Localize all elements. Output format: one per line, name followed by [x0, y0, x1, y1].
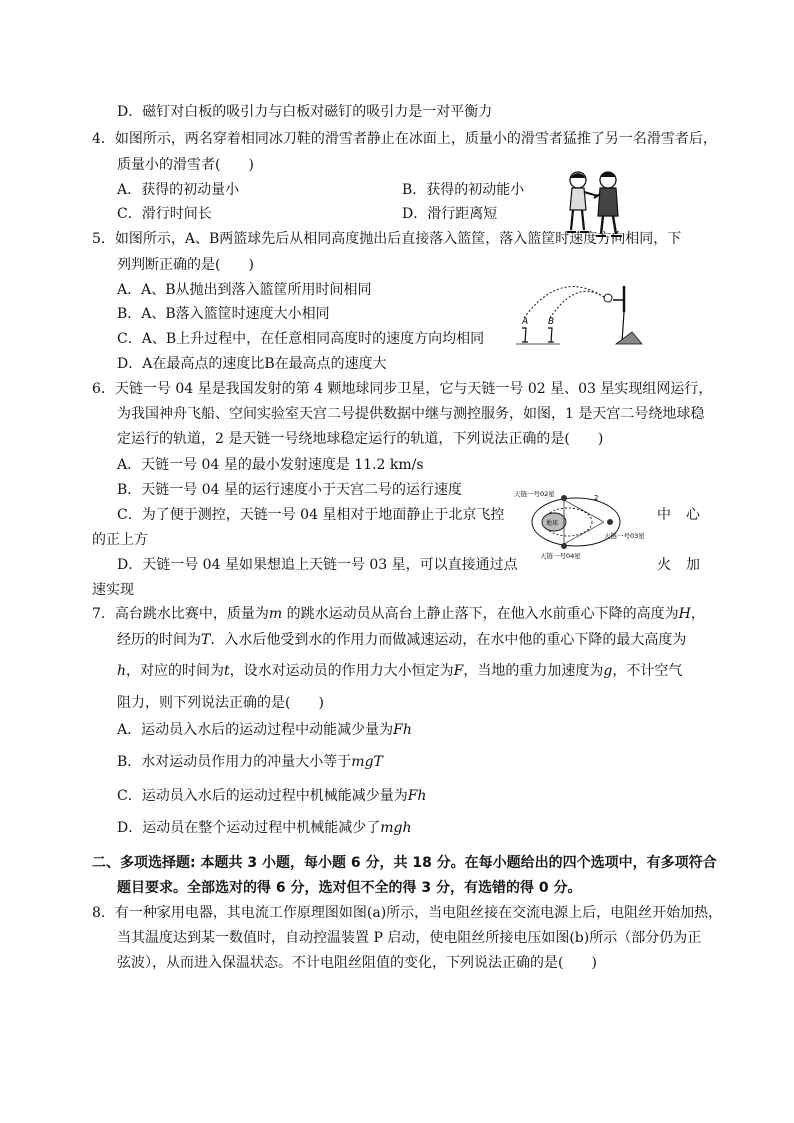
q6-option-c-line1: C．为了便于测控，天链一号 04 星相对于地面静止于北京飞控	[117, 507, 505, 523]
q7-option-a-expr: Fh	[393, 722, 412, 738]
q7-stem-line4: 阻力，则下列说法正确的是( )	[117, 695, 324, 711]
q7-stem-line3	[117, 661, 682, 681]
q7-stem-line3-d: ，不计空气	[612, 663, 683, 679]
q7-option-d-text: D．运动员在整个运动过程中机械能减少了	[117, 820, 381, 836]
q7-var-g: g	[603, 663, 613, 679]
q7-var-h: h	[117, 663, 127, 679]
q7-stem-line1-c: ，	[690, 606, 705, 622]
section2-heading-line2: 题目要求。全部选对的得 6 分，选对但不全的得 3 分，有选错的得 0 分。	[117, 880, 582, 896]
q7-option-d	[117, 818, 412, 838]
q7-stem-line2-b: ．入水后他受到水的作用力而做减速运动，在水中他的重心下降的最大高度为	[210, 632, 687, 648]
q5-option-c: C．A、B上升过程中，在任意相同高度时的速度方向均相同	[117, 331, 485, 347]
q6-fig-label-earth: 地球	[546, 520, 559, 527]
q6-option-c-tail-2: 心	[686, 507, 700, 523]
q7-var-F: F	[453, 663, 464, 679]
q8-stem-line1: 8．有一种家用电器，其电流工作原理图如图(a)所示，当电阻丝接在交流电源上后，电阻丝开始加热，	[92, 905, 723, 921]
q6-orbit-figure	[508, 482, 656, 562]
q7-stem-line3-a: ，对应的时间为	[126, 663, 225, 679]
q6-option-c-line2: 的正上方	[92, 532, 148, 548]
q4-stem-line1: 4．如图所示，两名穿着相同冰刀鞋的滑雪者静止在冰面上，质量小的滑雪者猛推了另一名滑雪者后，	[92, 131, 717, 147]
q6-option-d-tail	[657, 555, 700, 575]
q7-stem-line1-b: 的跳水运动员从高台上静止落下，在他入水前重心下降的高度为	[282, 606, 679, 622]
q6-option-c-tail-1: 中	[657, 507, 671, 523]
q5-option-b: B．A、B落入篮筐时速度大小相同	[117, 306, 330, 322]
q4-stem-line2: 质量小的滑雪者( )	[117, 157, 254, 173]
q6-option-b: B．天链一号 04 星的运行速度小于天宫二号的运行速度	[117, 482, 463, 498]
q5-fig-label-a: A	[522, 317, 529, 327]
q7-option-b	[117, 752, 383, 772]
q7-var-H: H	[678, 606, 691, 622]
q7-stem-line3-b: ，设水对运动员的作用力大小恒定为	[229, 663, 454, 679]
q6-fig-label-03: 天链一号03星	[604, 532, 645, 540]
q7-option-b-text: B．水对运动员作用力的冲量大小等于	[117, 754, 352, 770]
q4-option-a: A．获得的初动量小	[117, 182, 240, 198]
q6-fig-label-02: 天链一号02星	[514, 490, 555, 498]
q6-stem-line1: 6．天链一号 04 星是我国发射的第 4 颗地球同步卫星，它与天链一号 02 星、03 星实现组网运行，	[92, 381, 713, 397]
q7-option-b-expr: mgT	[351, 754, 383, 770]
q5-stem-line2: 列判断正确的是( )	[117, 257, 254, 273]
q4-option-b: B．获得的初动能小	[402, 182, 525, 198]
q6-option-d-line1: D．天链一号 04 星如果想追上天链一号 03 星，可以直接通过点	[117, 557, 518, 573]
q6-option-d-tail-2: 加	[686, 557, 700, 573]
q7-option-a-text: A．运动员入水后的运动过程中动能减少量为	[117, 722, 394, 738]
q6-fig-label-04: 天链一号04星	[540, 552, 581, 560]
q8-stem-line3: 弦波），从而进入保温状态。不计电阻丝阻值的变化，下列说法正确的是( )	[117, 955, 597, 971]
q4-option-c: C．滑行时间长	[117, 206, 212, 222]
q6-option-c-tail	[657, 505, 700, 525]
q6-fig-label-orbit2: 2	[594, 494, 599, 502]
q8-stem-line2: 当其温度达到某一数值时，自动控温装置 P 启动，使电阻丝所接电压如图(b)所示（部分仍为正	[117, 930, 702, 946]
q7-var-T: T	[201, 632, 211, 648]
q7-stem-line1	[92, 604, 705, 624]
q5-fig-label-b: B	[548, 317, 555, 327]
section2-heading-line1: 二、多项选择题: 本题共 3 小题，每小题 6 分，共 18 分。在每小题给出的四个选项中，有多项符合	[92, 855, 717, 871]
q7-stem-line2	[117, 630, 686, 650]
q7-stem-line1-a: 7．高台跳水比赛中，质量为	[92, 606, 269, 622]
q6-option-d-line2: 速实现	[92, 582, 134, 598]
q5-stem-line1: 5．如图所示，A、B两篮球先后从相同高度抛出后直接落入篮筐，落入篮筐时速度方向相同，下	[92, 231, 682, 247]
q6-option-a: A．天链一号 04 星的最小发射速度是 11.2 km/s	[117, 457, 424, 473]
q7-var-m: m	[268, 606, 283, 622]
q7-var-t: t	[224, 663, 230, 679]
q7-option-c-expr: Fh	[407, 788, 427, 804]
q5-option-d: D．A在最高点的速度比B在最高点的速度大	[117, 356, 387, 372]
q6-stem-line2: 为我国神舟飞船、空间实验室天宫二号提供数据中继与测控服务，如图，1 是天宫二号绕地球稳	[117, 406, 705, 422]
q6-stem-line3: 定运行的轨道，2 是天链一号绕地球稳定运行的轨道，下列说法正确的是( )	[117, 431, 604, 447]
q7-option-c-text: C．运动员入水后的运动过程中机械能减少量为	[117, 788, 408, 804]
q7-stem-line3-c: ，当地的重力加速度为	[463, 663, 604, 679]
q7-option-a	[117, 720, 412, 740]
q7-option-c	[117, 786, 426, 806]
q3-option-d: D．磁钉对白板的吸引力与白板对磁钉的吸引力是一对平衡力	[117, 104, 493, 120]
q5-option-a: A．A、B从抛出到落入篮筐所用时间相同	[117, 282, 372, 298]
q6-option-d-tail-1: 火	[657, 557, 671, 573]
q7-option-d-expr: mgh	[380, 820, 412, 836]
q7-stem-line2-a: 经历的时间为	[117, 632, 201, 648]
q5-basketball-figure	[512, 272, 652, 352]
q4-option-d: D．滑行距离短	[402, 206, 498, 222]
